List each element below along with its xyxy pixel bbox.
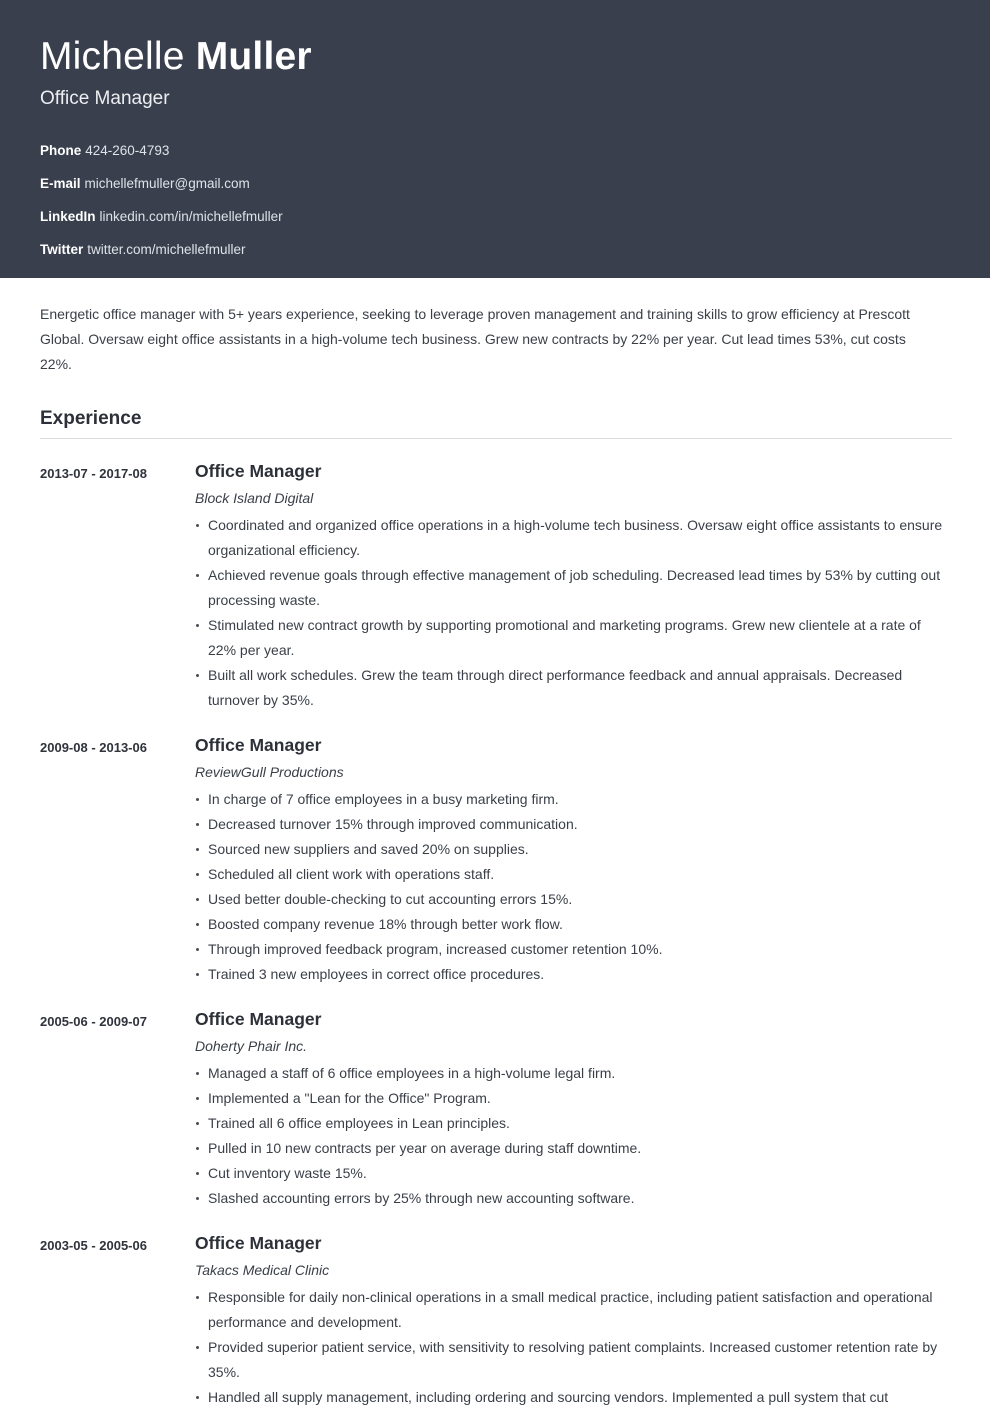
- bullet-item: Implemented a "Lean for the Office" Program.: [195, 1086, 950, 1111]
- experience-entry-bullets: [195, 1285, 950, 1410]
- experience-entry-dates: 2013-07 - 2017-08: [40, 466, 147, 481]
- bullet-item: Stimulated new contract growth by supporting promotional and marketing programs. Grew new clientele at a rate of 22% per year.: [195, 613, 950, 663]
- candidate-name: [40, 34, 950, 80]
- contact-label-twitter: Twitter: [40, 242, 84, 257]
- experience-entry-company: ReviewGull Productions: [195, 764, 344, 780]
- contact-value-twitter[interactable]: twitter.com/michellefmuller: [87, 242, 246, 257]
- contact-value-phone[interactable]: 424-260-4793: [85, 143, 170, 158]
- experience-entry-dates: 2003-05 - 2005-06: [40, 1238, 147, 1253]
- bullet-item: Coordinated and organized office operations in a high-volume tech business. Oversaw eight office assistants to ensure organizational efficiency.: [195, 513, 950, 563]
- experience-entry-main: [195, 1007, 950, 1211]
- experience-entry-bullets: [195, 1061, 950, 1211]
- bullet-item: Trained all 6 office employees in Lean principles.: [195, 1111, 950, 1136]
- experience-entry-position: Office Manager: [195, 1233, 322, 1253]
- contact-item-email: [40, 167, 950, 200]
- experience-entry-company: Takacs Medical Clinic: [195, 1262, 330, 1278]
- experience-entry-main: [195, 733, 950, 987]
- experience-entry-main: [195, 1231, 950, 1410]
- experience-entry-bullets: [195, 513, 950, 713]
- contact-item-twitter: [40, 233, 950, 266]
- bullet-item: Built all work schedules. Grew the team through direct performance feedback and annual appraisals. Decreased turnover by 35%.: [195, 663, 950, 713]
- bullet-item: Managed a staff of 6 office employees in a high-volume legal firm.: [195, 1061, 950, 1086]
- bullet-item: Trained 3 new employees in correct office procedures.: [195, 962, 950, 987]
- experience-entry-company: Block Island Digital: [195, 490, 314, 506]
- bullet-item: Provided superior patient service, with sensitivity to resolving patient complaints. Increased customer retention rate by 35%.: [195, 1335, 950, 1385]
- contact-label-email: E-mail: [40, 176, 81, 191]
- candidate-last-name: Muller: [195, 35, 312, 78]
- experience-section-title: Experience: [40, 408, 142, 429]
- resume-body: [0, 302, 990, 1410]
- contact-item-linkedin: [40, 200, 950, 233]
- experience-entry-main: [195, 459, 950, 713]
- experience-entry-dates: 2009-08 - 2013-06: [40, 740, 147, 755]
- contact-list: [40, 134, 950, 266]
- bullet-item: Decreased turnover 15% through improved communication.: [195, 812, 950, 837]
- experience-entry: [40, 1007, 950, 1211]
- contact-item-phone: [40, 134, 950, 167]
- bullet-item: Responsible for daily non-clinical operations in a small medical practice, including patient satisfaction and operational performance and development.: [195, 1285, 950, 1335]
- contact-value-email[interactable]: michellefmuller@gmail.com: [84, 176, 250, 191]
- bullet-item: Slashed accounting errors by 25% through new accounting software.: [195, 1186, 950, 1211]
- bullet-item: Cut inventory waste 15%.: [195, 1161, 950, 1186]
- bullet-item: Handled all supply management, including ordering and sourcing vendors. Implemented a pull system that cut: [195, 1385, 950, 1410]
- experience-entry-position: Office Manager: [195, 1009, 322, 1029]
- section-divider: [40, 438, 952, 439]
- experience-entry-position: Office Manager: [195, 735, 322, 755]
- professional-summary: Energetic office manager with 5+ years experience, seeking to leverage proven management and training skills to grow efficiency at Prescott Global. Oversaw eight office assistants in a high-volume tech business. Grew new contracts by 22% per year. Cut lead times 53%, cut costs 22%.: [40, 306, 910, 372]
- candidate-job-title: Office Manager: [40, 88, 170, 109]
- bullet-item: Sourced new suppliers and saved 20% on supplies.: [195, 837, 950, 862]
- experience-entry-position: Office Manager: [195, 461, 322, 481]
- candidate-first-name: Michelle: [40, 35, 185, 78]
- bullet-item: Boosted company revenue 18% through better work flow.: [195, 912, 950, 937]
- experience-entry: [40, 733, 950, 987]
- experience-section: [40, 407, 950, 1410]
- experience-entry-company: Doherty Phair Inc.: [195, 1038, 308, 1054]
- contact-value-linkedin[interactable]: linkedin.com/in/michellefmuller: [99, 209, 283, 224]
- experience-entry-dates: 2005-06 - 2009-07: [40, 1014, 147, 1029]
- bullet-item: Scheduled all client work with operations staff.: [195, 862, 950, 887]
- experience-entry: [40, 459, 950, 713]
- bullet-item: Through improved feedback program, increased customer retention 10%.: [195, 937, 950, 962]
- bullet-item: Pulled in 10 new contracts per year on average during staff downtime.: [195, 1136, 950, 1161]
- experience-entry-bullets: [195, 787, 950, 987]
- contact-label-phone: Phone: [40, 143, 82, 158]
- bullet-item: In charge of 7 office employees in a busy marketing firm.: [195, 787, 950, 812]
- bullet-item: Achieved revenue goals through effective management of job scheduling. Decreased lead times by 53% by cutting out processing waste.: [195, 563, 950, 613]
- resume-header: [0, 0, 990, 278]
- contact-label-linkedin: LinkedIn: [40, 209, 96, 224]
- bullet-item: Used better double-checking to cut accounting errors 15%.: [195, 887, 950, 912]
- experience-entry: [40, 1231, 950, 1410]
